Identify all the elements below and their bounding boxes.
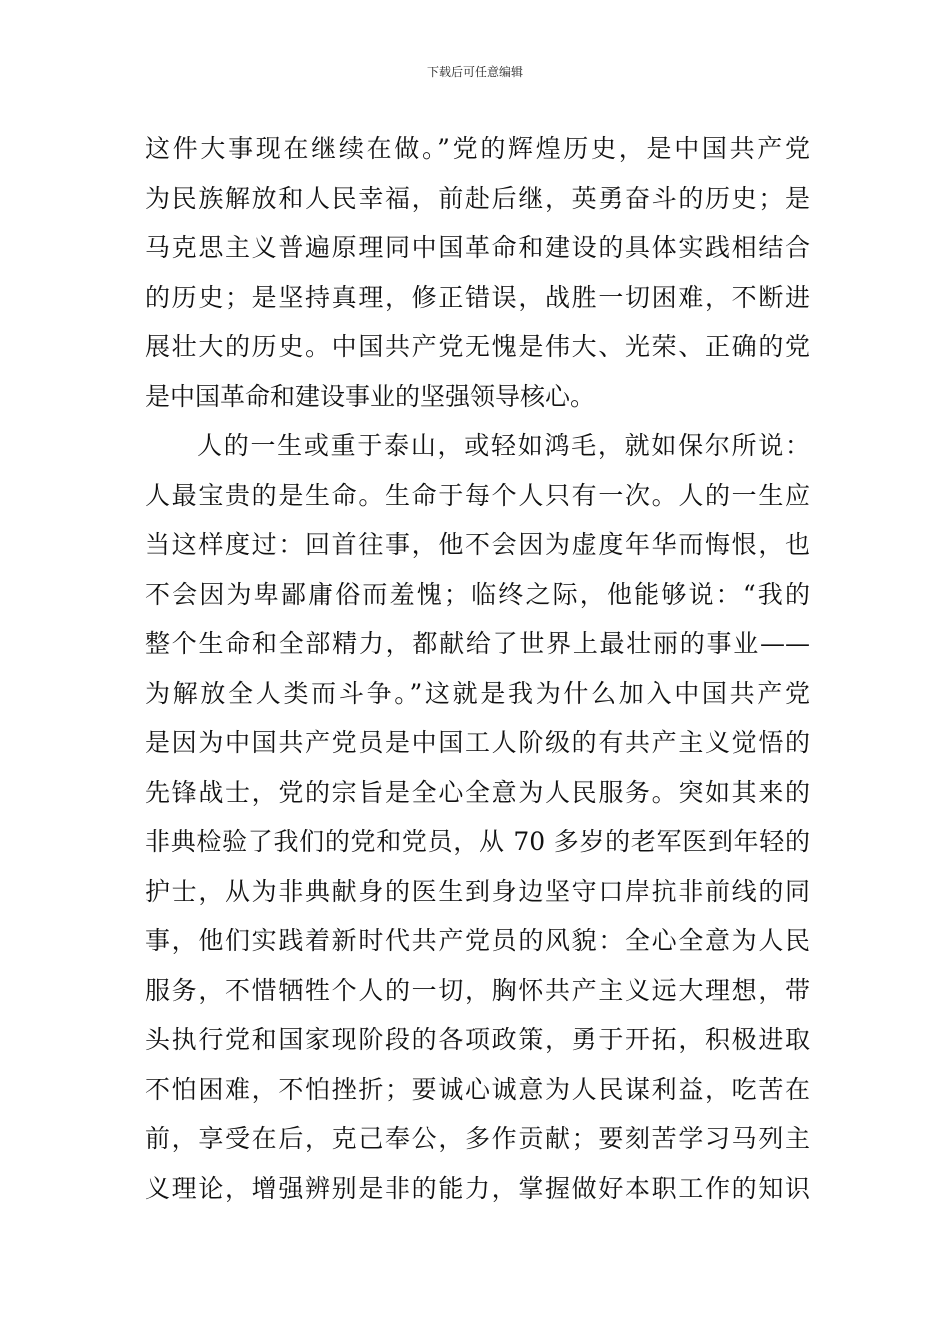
text-line: 先锋战士，党的宗旨是全心全意为人民服务。突如其来的	[145, 777, 810, 807]
text-line: 头执行党和国家现阶段的各项政策，勇于开拓，积极进取	[145, 1025, 810, 1054]
page-header: 下载后可任意编辑	[426, 65, 523, 79]
text-line: 人最宝贵的是生命。生命于每个人只有一次。人的一生应	[145, 480, 810, 510]
text-line: 非典检验了我们的党和党员，从 70 多岁的老军医到年轻的	[145, 827, 810, 856]
text-line: 是因为中国共产党员是中国工人阶级的有共产主义觉悟的	[145, 728, 810, 757]
text-line: 展壮大的历史。中国共产党无愧是伟大、光荣、正确的党	[145, 332, 810, 361]
text-line: 整个生命和全部精力，都献给了世界上最壮丽的事业——	[145, 629, 810, 658]
text-line: 马克思主义普遍原理同中国革命和建设的具体实践相结合	[145, 233, 810, 262]
text-line: 为解放全人类而斗争。”这就是我为什么加入中国共产党	[145, 678, 810, 708]
text-line: 是中国革命和建设事业的坚强领导核心。	[145, 381, 596, 411]
document-body	[145, 124, 810, 1213]
text-line: 事，他们实践着新时代共产党员的风貌：全心全意为人民	[145, 926, 810, 955]
text-line: 这件大事现在继续在做。”党的辉煌历史，是中国共产党	[145, 134, 810, 163]
text-line: 服务，不惜牺牲个人的一切，胸怀共产主义远大理想，带	[145, 975, 810, 1005]
text-line: 不会因为卑鄙庸俗而羞愧；临终之际，他能够说：“我的	[145, 579, 810, 609]
paragraph-first-line: 人的一生或重于泰山，或轻如鸿毛，就如保尔所说：	[197, 431, 810, 460]
text-line: 护士，从为非典献身的医生到身边坚守口岸抗非前线的同	[145, 876, 810, 906]
text-line: 的历史；是坚持真理，修正错误，战胜一切困难，不断进	[145, 282, 810, 312]
text-line: 不怕困难，不怕挫折；要诚心诚意为人民谋利益，吃苦在	[145, 1074, 810, 1104]
text-line: 为民族解放和人民幸福，前赴后继，英勇奋斗的历史；是	[145, 183, 810, 213]
text-line: 当这样度过：回首往事，他不会因为虚度年华而悔恨，也	[145, 530, 810, 559]
text-line: 义理论，增强辨别是非的能力，掌握做好本职工作的知识	[145, 1173, 810, 1203]
text-line: 前，享受在后，克己奉公，多作贡献；要刻苦学习马列主	[145, 1124, 810, 1153]
